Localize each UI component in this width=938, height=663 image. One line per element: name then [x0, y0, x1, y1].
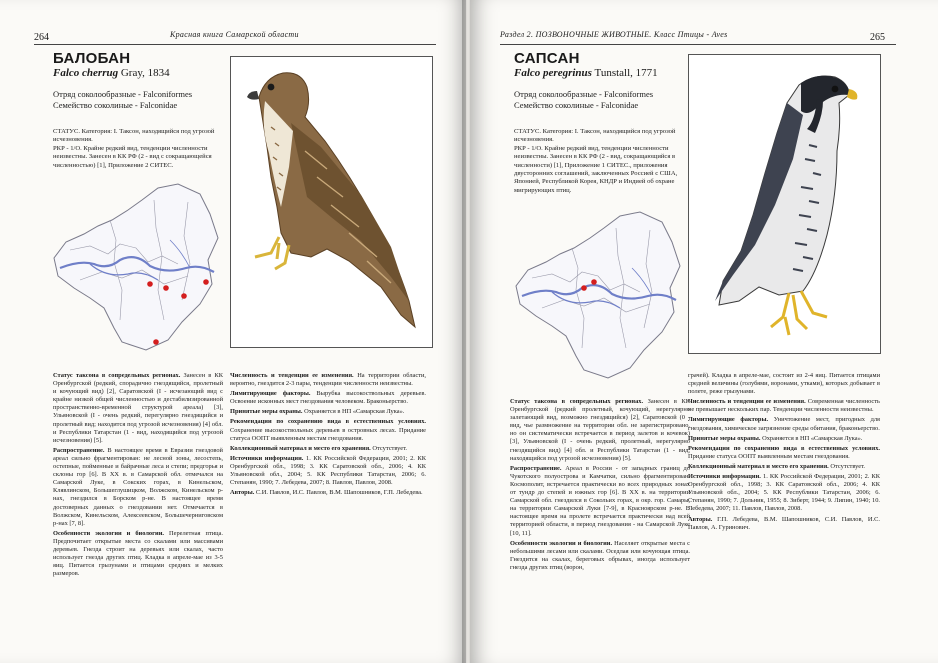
text-column-1-left [53, 372, 223, 580]
taxonomy-left [53, 89, 223, 111]
paragraph-label: Распространение. [53, 446, 105, 454]
saker-beak [247, 91, 259, 100]
status-right [514, 128, 686, 195]
paragraph-label: Лимитирующие факторы. [688, 416, 769, 424]
paragraph-label: Коллекционный материал и место его хранения. [230, 444, 371, 452]
paragraph-label: Источники информации. [688, 473, 761, 481]
paragraph [510, 465, 690, 538]
paragraph-text: Охраняется в НП «Самарская Лука». [762, 434, 863, 442]
record-dot [147, 281, 153, 287]
running-head-left: Красная книга Самарской области [170, 30, 299, 39]
paragraph-text: Занесен в КК Оренбургской (редкий, спорадично гнездящийся, пролетный и кочующий вид) [2], Саратовской (I - исчезающий вид с крайне низкой общей численностью и дестабилизированной пространственно-временной структурой ареала) [3], Ульяновской (I - очень редкий, перегулярно гнездящийся и пролетный вид; находится под угрозой исчезновения) [4] обл. и Республики Татарстан (1 - вид, находящийся под угрозой исчезновения) [5]. [53, 372, 223, 444]
paragraph [688, 372, 880, 396]
latin-genus-species-left: Falco cherrug [53, 67, 119, 79]
running-head-right: Раздел 2. ПОЗВОНОЧНЫЕ ЖИВОТНЫЕ. Класс Птицы - Aves [500, 30, 728, 39]
paragraph-label: Статус таксона в сопредельных регионах. [53, 372, 181, 379]
paragraph-text: грачей). Кладка в апреле-мае, состоит из 2-4 яиц. Питается птицами средней величины (голубями, воронами, утками), которых добывает в полете, реже грызунами. [688, 372, 880, 396]
species-title-left: БАЛОБАН [53, 50, 131, 67]
status-detail-left: РКР - 1/O. Крайне редкий вид, тенденции численности неизвестны. Занесен в КК РФ (2 - вид с сокращающейся численностью) [1], Приложение 2 СИТЕС. [53, 144, 212, 169]
family-right: Семейство соколиные - Falconidae [514, 100, 639, 110]
order-right: Отряд соколообразные - Falconiformes [514, 89, 654, 99]
paragraph-text: Занесен в КК Оренбургской (редкий пролетный, кочующий, нерегулярно залетающий вид, возможно гнездящийся) [2], Саратовской (0 - вид, чье размножение на территории обл. не зарегистрировано, но он систематически встречается в период залетов и кочевок) [3], Ульяновской (I - очень редкий, пролетный, нерегулярно гнездящийся вид) [4] обл. и Республики Татарстан (1 - вид, находящийся под угрозой исчезновения) [5]. [510, 398, 690, 462]
paragraph-text: Сохранение высокоствольных деревьев в островных лесах. Придание статуса ООПТ выявленным местам гнездования. [230, 426, 426, 442]
paragraph-label: Распространение. [510, 464, 562, 472]
latin-genus-species-right: Falco peregrinus [514, 67, 592, 79]
status-category-right: СТАТУС. Категория: I. Таксон, находящийся под угрозой исчезновения. [514, 128, 676, 144]
paragraph-label: Особенности экологии и биологии. [53, 529, 164, 537]
illustration-saker-falcon [230, 56, 433, 348]
paragraph-label: Авторы. [688, 515, 713, 523]
paragraph [688, 398, 880, 414]
paragraph-label: Принятые меры охраны. [230, 408, 303, 416]
record-dot [203, 279, 209, 285]
paragraph-label: Принятые меры охраны. [688, 434, 761, 442]
paragraph-label: Численность и тенденции ее изменения. [230, 372, 354, 379]
paragraph-text: Г.П. Лебедева, В.М. Шапошников, С.И. Павлов, И.С. Павлов, А. Гуринович. [688, 515, 880, 531]
paragraph-text: В настоящее время в Евразии гнездовой ареал сильно фрагментирован: не лесной зоны, лесостепь, остепные, пойменные и байрачные леса и степи; предгорья и склоны гор [6]. В XX в. в Самарской обл. отмечался на Самарской Луке, в Сокских горах, в Кинельском, Клявлинском, Большеглушицком, Волжском, Кинельском р-нах, гнездился в Борском р-не. В настоящее время достоверных данных о гнездовании нет. Отмечается в Волжском, Кинельском, Алексеевском, Большечерниговском р-нах [7, 8]. [53, 446, 223, 527]
paragraph-text: Перелетная птица. Предпочитает открытые места со скалами или массивами деревьев. Гнезда строит на деревьях или скалах, часто использует гнезда других птиц. Кладка в апреле-мае из 3-5 яиц. Питается грызунами и птицами средних и мелких размеров. [53, 529, 223, 578]
distribution-map-left [50, 180, 222, 356]
paragraph [510, 398, 690, 463]
paragraph [688, 463, 880, 471]
latin-name-left [53, 67, 170, 79]
header-rule-right [500, 44, 896, 45]
family-left: Семейство соколиные - Falconidae [53, 100, 178, 110]
record-dot [591, 279, 597, 285]
paragraph-text: Отсутствует. [830, 462, 865, 470]
text-column-2-right [688, 372, 880, 534]
text-column-2-left [230, 372, 426, 499]
paragraph-text: Уничтожение мест, пригодных для гнездования, химическое загрязнение среды обитания, браконьерство. [688, 416, 880, 432]
paragraph [510, 540, 690, 572]
paragraph [230, 372, 426, 388]
paragraph [230, 455, 426, 487]
paragraph [230, 390, 426, 406]
saker-falcon-drawing [231, 57, 432, 347]
status-left [53, 128, 223, 170]
taxonomy-right [514, 89, 684, 111]
paragraph [688, 435, 880, 443]
paragraph [53, 447, 223, 528]
header-rule-left [34, 44, 436, 45]
peregrine-eye [832, 86, 839, 93]
paragraph-text: С.И. Павлов, И.С. Павлов, В.М. Шапошников, Г.П. Лебедева. [255, 489, 423, 497]
page-number-right: 265 [870, 32, 885, 43]
paragraph-text: Придание статуса ООПТ выявленным местам гнездования. [688, 452, 850, 460]
peregrine-falcon-drawing [689, 55, 880, 353]
order-left: Отряд соколообразные - Falconiformes [53, 89, 193, 99]
paragraph-label: Рекомендации по сохранению вида в естественных условиях. [230, 418, 426, 426]
paragraph-label: Численность и тенденции ее изменения. [688, 398, 806, 406]
right-page [470, 0, 938, 663]
saker-feet [255, 237, 289, 269]
paragraph-text: Охраняется в НП «Самарская Лука». [304, 408, 405, 416]
status-detail-right: РКР - 1/O. Крайне редкий вид, тенденции численности неизвестны. Занесен в КК РФ (2 - вид, сокращающийся в численности) [1], Приложение 1 СИТЕС., приложения двусторонних соглашений, заключенных Россией с США, Японией, Республикой Корея, КНДР и Индией об охране мигрирующих птиц. [514, 144, 678, 194]
paragraph [53, 530, 223, 579]
paragraph-text: Ареал в России - от западных границ до Чукотского полуострова и Камчатки, сильно фрагментирован. Космополит, встречается практически во всех природных зонах от тундр до степей и южных гор [6]. В XX в. на территории Самарской обл. гнездился в Сокольих горах, в окр. гор. Самары, на территории Самарской Луки [7-9], в Красноярском р-не. В настоящее время на пролете встречается практически над всей территорией области, в период гнездования - на Самарской Луке [10, 11]. [510, 464, 690, 537]
paragraph [688, 445, 880, 461]
paragraph-text: Вырубка высокоствольных деревьев. Освоение исконных мест гнездования человеком. Браконьерство. [230, 390, 426, 406]
illustration-peregrine-falcon [688, 54, 881, 354]
paragraph-label: Лимитирующие факторы. [230, 390, 311, 398]
paragraph-label: Коллекционный материал и место его хранения. [688, 462, 829, 470]
paragraph-label: Особенности экологии и биологии. [510, 539, 613, 547]
paragraph-text: Населяет открытые места с небольшими лесами или скалами. Оседлая или кочующая птица. Гнездится на скалах, береговых обрывах, иногда использует гнезда других птиц (ворон, [510, 539, 690, 571]
record-dot [153, 339, 159, 345]
paragraph [230, 445, 426, 453]
paragraph [53, 372, 223, 445]
paragraph [688, 516, 880, 532]
distribution-map-right [512, 208, 684, 384]
paragraph [230, 489, 426, 497]
paragraph-text: 1. КК Российской Федерации, 2001; 2. КК Оренбургской обл., 1998; 3. КК Саратовской обл., 2006; 4. КК Ульяновской обл., 2004; 5. КК Республики Татарстан, 2006; 6. Степанян, 1990; 7. Лебедева, 2007; 8. Павлов, Павлов, 2008. [230, 454, 426, 487]
latin-author-right: Tunstall, 1771 [594, 67, 658, 79]
paragraph [688, 416, 880, 432]
paragraph [688, 473, 880, 513]
paragraph-text: Отсутствует. [372, 444, 407, 452]
paragraph-label: Авторы. [230, 489, 255, 497]
left-page [0, 0, 466, 663]
paragraph [230, 418, 426, 442]
latin-author-left: Gray, 1834 [120, 67, 170, 79]
status-category-left: СТАТУС. Категория: I. Таксон, находящийся под угрозой исчезновения. [53, 128, 215, 144]
paragraph-text: На территории области, вероятно, гнездится 2-3 пары, тенденции численности неизвестны. [230, 372, 426, 388]
record-dot [581, 285, 587, 291]
page-number-left: 264 [34, 32, 49, 43]
paragraph-label: Рекомендации по сохранению вида в естественных условиях. [688, 444, 880, 452]
record-dot [163, 285, 169, 291]
text-column-1-right [510, 398, 690, 574]
record-dot [181, 293, 187, 299]
paragraph [230, 408, 426, 416]
paragraph-text: 1. КК Российской Федерации, 2001; 2. КК Оренбургской обл., 1998; 3. КК Саратовской обл., 2006; 4. КК Ульяновской обл., 2004; 5. КК Республики Татарстан, 2006; 6. Степанян, 1990; 7. Дольник, 1955; 8. Зиберт, 1944; 9. Липин, 1940; 10. Лебедева, 2007; 11. Павлов, Павлов, 2008. [688, 473, 880, 513]
peregrine-body [719, 76, 849, 305]
paragraph-label: Источники информации. [230, 454, 304, 462]
paragraph-text: Современная численность не превышает нескольких пар. Тенденции численности неизвестны. [688, 398, 880, 414]
species-title-right: САПСАН [514, 50, 580, 67]
saker-eye [268, 84, 275, 91]
peregrine-feet [771, 291, 827, 335]
paragraph-label: Статус таксона в сопредельных регионах. [510, 398, 644, 405]
latin-name-right [514, 67, 658, 79]
